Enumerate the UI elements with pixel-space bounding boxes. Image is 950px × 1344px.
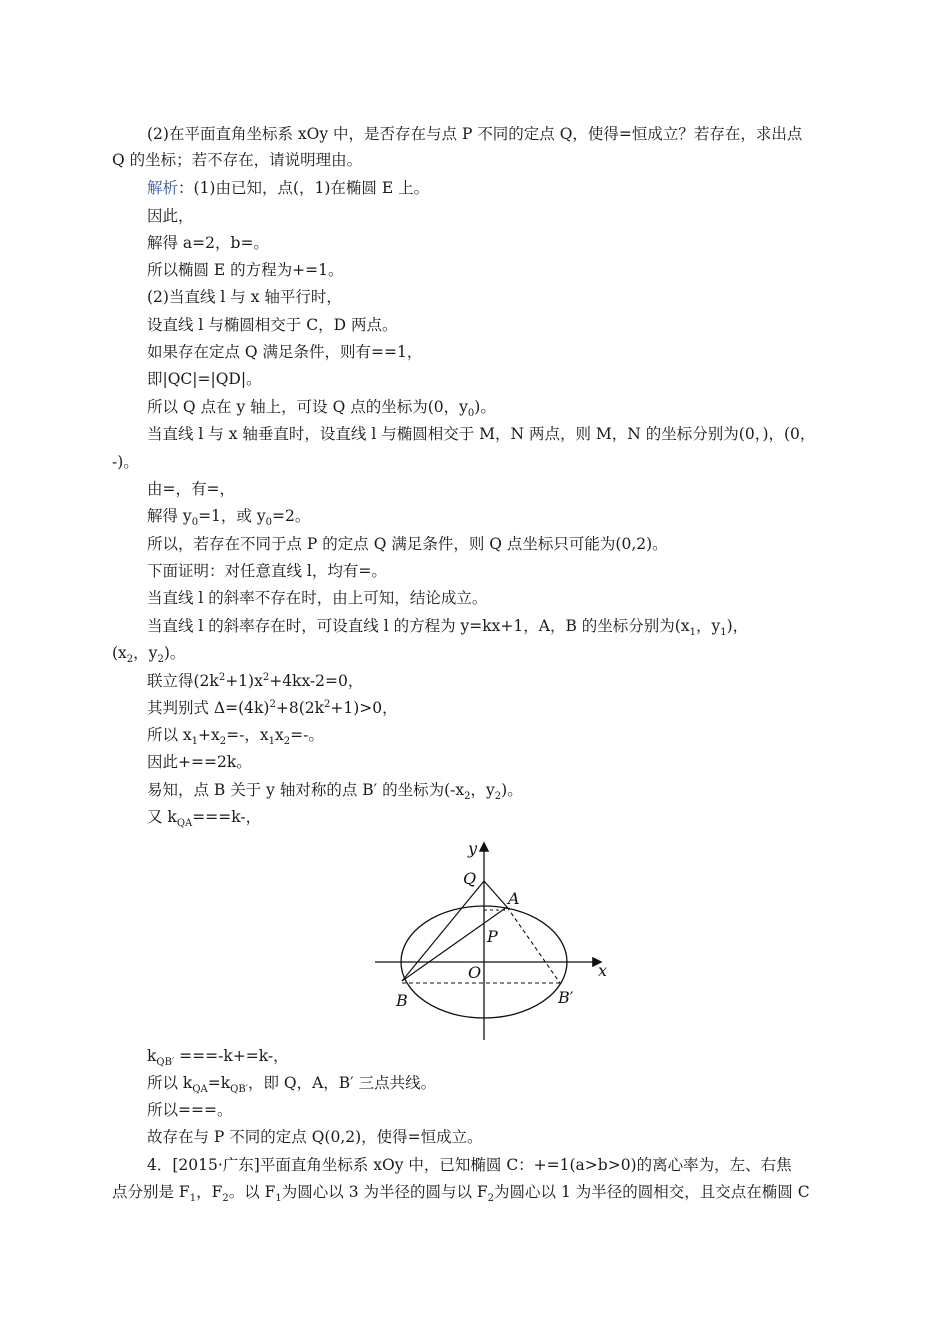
ellipse-figure <box>370 838 620 1048</box>
text-line: 其判别式 $\Delta=(4k)^2+8(2k^2+1)>0$， <box>147 698 398 717</box>
text-line: 设直线 l 与椭圆相交于 C，D 两点。 <box>147 316 398 334</box>
text-line: 因此， <box>147 207 194 225</box>
label-y: y <box>468 839 478 858</box>
text-line: 因此+==2k。 <box>147 753 252 771</box>
text-line: 当直线 l 的斜率存在时，可设直线 l 的方程为 y=kx+1，A，B 的坐标分别为($x_1$，$y_1$)， <box>147 617 749 639</box>
text-line: 由=，有=， <box>147 480 235 498</box>
text-line: -)。 <box>112 453 139 471</box>
label-A: A <box>508 889 520 908</box>
text-line: ($x_2$，$y_2$)。 <box>112 644 186 666</box>
text-line: 当直线 l 的斜率不存在时，由上可知，结论成立。 <box>147 589 488 607</box>
text-line: 当直线 l 与 x 轴垂直时，设直线 l 与椭圆相交于 M，N 两点，则 M，N 的坐标分别为(0，)，(0， <box>147 425 816 443</box>
label-B-prime: B′ <box>558 988 574 1007</box>
text-line: Q 的坐标；若不存在，请说明理由。 <box>112 151 363 169</box>
text-line: 所以 Q 点在 y 轴上，可设 Q 点的坐标为(0，$y_0$)。 <box>147 398 496 420</box>
text-line: 点分别是 $F_1$，$F_2$。以 $F_1$为圆心以 3 为半径的圆与以 $F_2$为圆心以 1 为半径的圆相交，且交点在椭圆 C <box>112 1183 810 1205</box>
text-line: 所以===。 <box>147 1101 233 1119</box>
segment-QA <box>484 881 507 907</box>
label-B: B <box>396 991 408 1010</box>
text-line: 如果存在定点 Q 满足条件，则有==1， <box>147 343 423 361</box>
text-line: 所以椭圆 E 的方程为+=1。 <box>147 261 344 279</box>
text-line: (2)当直线 l 与 x 轴平行时， <box>147 288 342 306</box>
label-O: O <box>468 963 482 982</box>
text-line: 即|QC|=|QD|。 <box>147 370 262 388</box>
label-Q: Q <box>463 869 477 888</box>
text-line: 易知，点 B 关于 y 轴对称的点 B′ 的坐标为($-x_2$，$y_2$)。 <box>147 781 523 803</box>
dashed-AB-prime <box>507 907 560 983</box>
text-line: 解析：(1)由已知，点(，1)在椭圆 E 上。 <box>147 179 430 197</box>
text-line: 所以 $x_1+x_2=-$，$x_1x_2=-$。 <box>147 726 324 748</box>
text-line: 故存在与 P 不同的定点 Q(0,2)，使得=恒成立。 <box>147 1128 483 1146</box>
text-line: (2)在平面直角坐标系 xOy 中，是否存在与点 P 不同的定点 Q，使得=恒成立？若存在，求出点 <box>147 125 803 143</box>
label-x: x <box>598 961 608 980</box>
text-line: 所以，若存在不同于点 P 的定点 Q 满足条件，则 Q 点坐标只可能为(0,2)。 <box>147 535 668 553</box>
label-P: P <box>487 927 498 946</box>
text-line: 解得 $y_0=1$，或 $y_0=2$。 <box>147 507 311 529</box>
text-line: 又 $k_{QA}===k-$， <box>147 808 262 830</box>
text-line: 4．[2015·广东]平面直角坐标系 xOy 中，已知椭圆 C：+=1(a>b>0)的离心率为，左、右焦 <box>147 1156 792 1174</box>
text-line: 解得 a=2，b=。 <box>147 234 269 252</box>
text-line: 联立得$(2k^2+1)x^2+4kx-2=0$， <box>147 671 364 690</box>
analysis-label: 解析 <box>147 179 179 197</box>
text-line: 所以 $k_{QA}=k_{QB'}$，即 Q，A，B′ 三点共线。 <box>147 1074 437 1096</box>
text-line: $k_{QB'} ===-k+=k-$， <box>147 1047 289 1069</box>
text-line: 下面证明：对任意直线 l，均有=。 <box>147 562 387 580</box>
